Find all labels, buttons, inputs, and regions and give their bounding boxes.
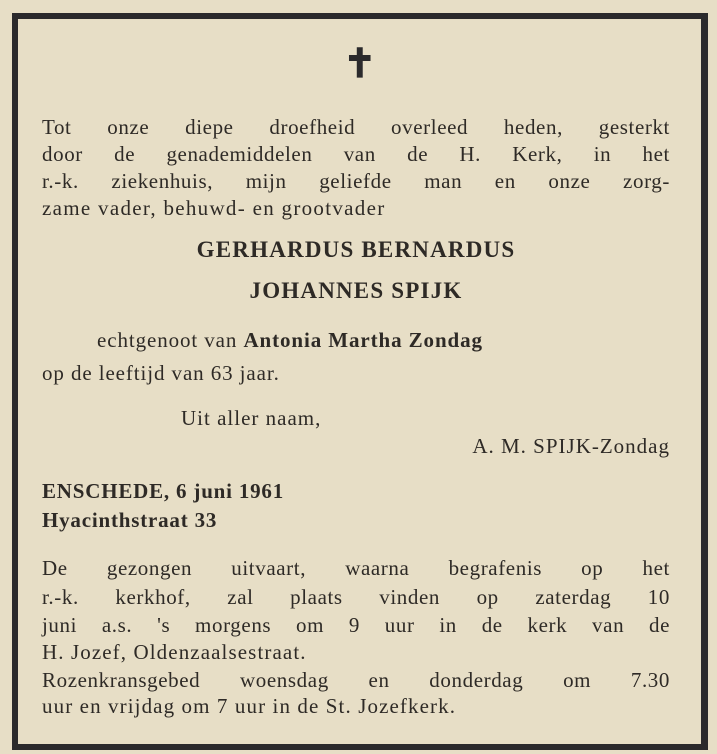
spouse-prefix: echtgenoot van — [97, 328, 238, 352]
intro-line: Tot onze diepe droefheid overleed heden, gesterkt — [42, 115, 670, 139]
address: Hyacinthstraat 33 — [42, 508, 218, 532]
funeral-line: Rozenkransgebed woensdag en donderdag om 7.30 — [42, 668, 670, 692]
place-date — [42, 479, 284, 503]
age-line: op de leeftijd van 63 jaar. — [42, 361, 280, 385]
cross-icon: ✝ — [343, 41, 377, 86]
spouse-line — [97, 328, 483, 352]
funeral-line: juni a.s. 's morgens om 9 uur in de kerk van de — [42, 613, 670, 637]
intro-line: door de genademiddelen van de H. Kerk, in het — [42, 142, 670, 166]
deceased-name: GERHARDUS BERNARDUS — [196, 237, 516, 262]
date: 6 juni 1961 — [176, 479, 285, 503]
deceased-name: JOHANNES SPIJK — [249, 278, 463, 303]
signoff: Uit aller naam, — [181, 406, 322, 430]
place: ENSCHEDE, — [42, 479, 170, 503]
spouse-name: Antonia Martha Zondag — [243, 328, 483, 352]
funeral-line: r.-k. kerkhof, zal plaats vinden op zaterdag 10 — [42, 585, 670, 609]
funeral-line: uur en vrijdag om 7 uur in de St. Jozefkerk. — [42, 694, 457, 718]
funeral-line: De gezongen uitvaart, waarna begrafenis op het — [42, 556, 670, 580]
signer: A. M. SPIJK-Zondag — [472, 434, 670, 458]
intro-line: r.-k. ziekenhuis, mijn geliefde man en onze zorg- — [42, 169, 670, 193]
funeral-line: H. Jozef, Oldenzaalsestraat. — [42, 640, 307, 664]
intro-line: zame vader, behuwd- en grootvader — [42, 196, 386, 220]
